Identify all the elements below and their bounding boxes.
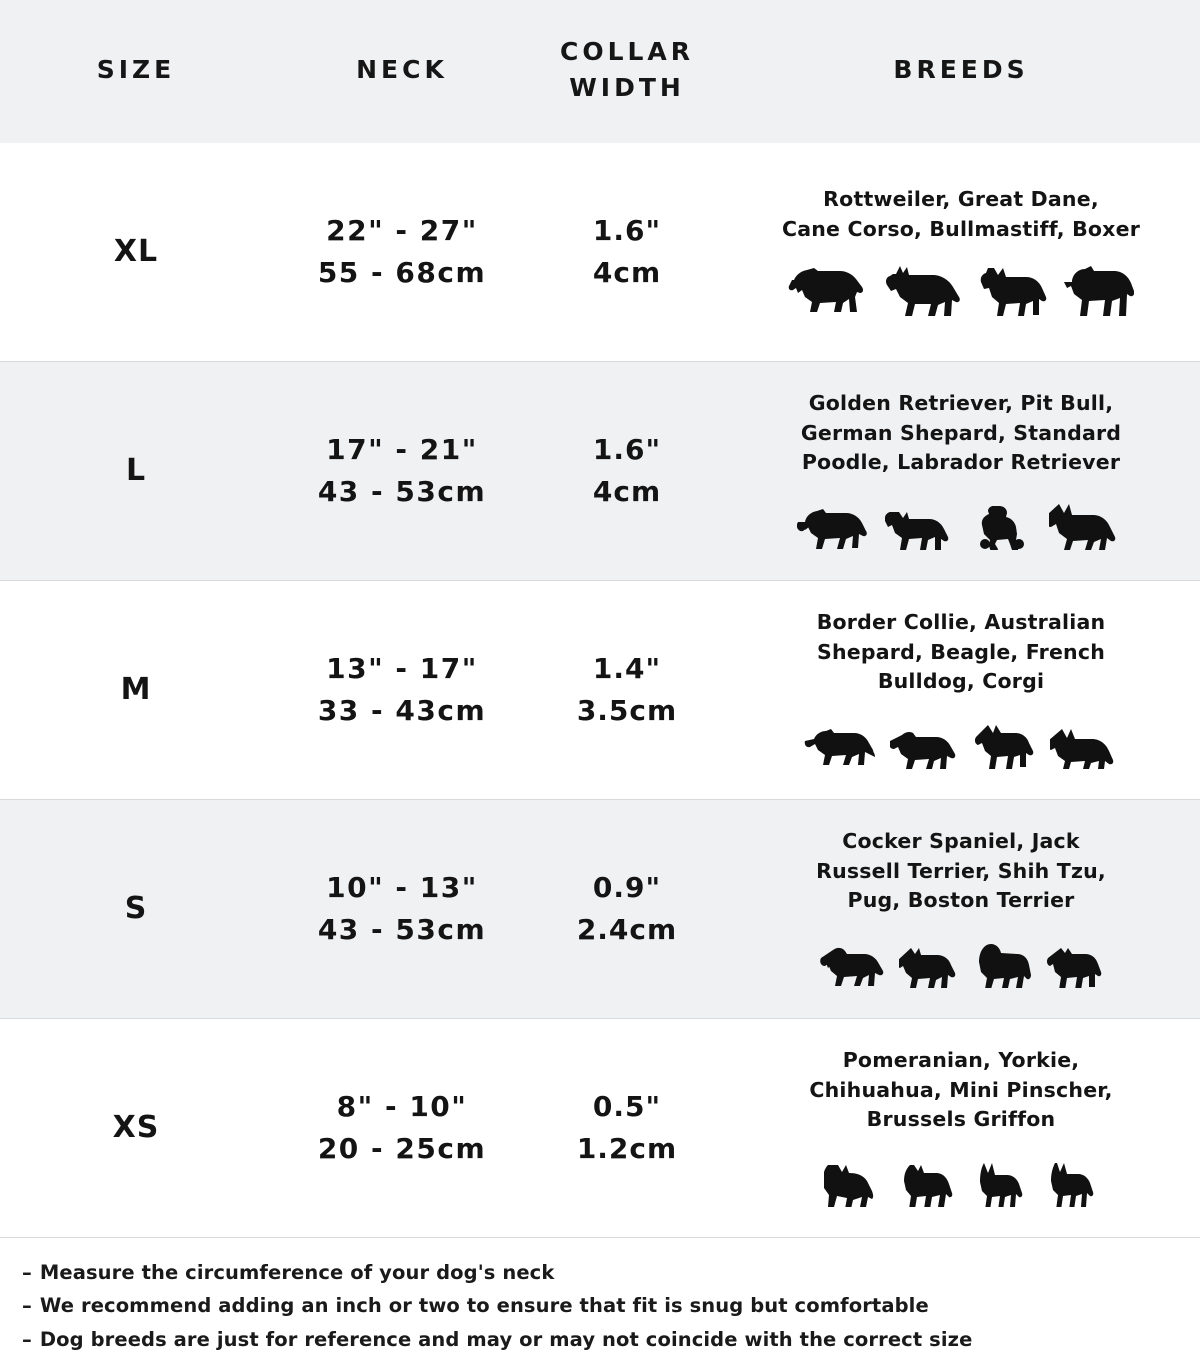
cell-neck bbox=[272, 143, 532, 362]
column-header-breeds: BREEDS bbox=[722, 0, 1200, 143]
cell-collar-width bbox=[532, 799, 722, 1018]
cell-size: XL bbox=[0, 143, 272, 362]
rottweiler-icon bbox=[788, 264, 868, 316]
table-header bbox=[0, 0, 1200, 143]
breeds-line-3: Bulldog, Corgi bbox=[748, 667, 1174, 697]
neck-inches: 17" - 21" bbox=[272, 429, 532, 470]
cell-breeds bbox=[722, 580, 1200, 799]
poodle-icon bbox=[969, 502, 1035, 550]
cell-breeds bbox=[722, 361, 1200, 580]
cane-corso-icon bbox=[976, 264, 1048, 316]
column-header-collar-width-line2: WIDTH bbox=[538, 70, 716, 106]
breeds-line-1: Golden Retriever, Pit Bull, bbox=[748, 389, 1174, 419]
bullmastiff-icon bbox=[1062, 264, 1134, 316]
border-collie-icon bbox=[804, 725, 876, 769]
breed-icon-row bbox=[748, 926, 1174, 988]
yorkie-icon bbox=[900, 1163, 956, 1207]
cocker-spaniel-icon bbox=[819, 944, 885, 988]
note-text-3: Dog breeds are just for reference and may or may not coincide with the correct size bbox=[40, 1328, 973, 1351]
cell-collar-width bbox=[532, 143, 722, 362]
breed-icon-row bbox=[748, 488, 1174, 550]
breeds-line-1: Cocker Spaniel, Jack bbox=[748, 827, 1174, 857]
cell-neck bbox=[272, 1018, 532, 1237]
table-row bbox=[0, 361, 1200, 580]
pomeranian-icon bbox=[824, 1163, 886, 1207]
breeds-text bbox=[748, 185, 1174, 244]
table-row bbox=[0, 580, 1200, 799]
notes-section bbox=[0, 1238, 1200, 1366]
pit-bull-icon bbox=[885, 504, 955, 550]
breeds-text bbox=[748, 389, 1174, 478]
breeds-line-1: Border Collie, Australian bbox=[748, 608, 1174, 638]
note-text-1: Measure the circumference of your dog's neck bbox=[40, 1261, 555, 1284]
breeds-line-1: Rottweiler, Great Dane, bbox=[748, 185, 1174, 215]
cell-size: S bbox=[0, 799, 272, 1018]
cell-neck bbox=[272, 361, 532, 580]
neck-cm: 43 - 53cm bbox=[272, 471, 532, 512]
width-cm: 4cm bbox=[532, 471, 722, 512]
width-inches: 0.5" bbox=[532, 1086, 722, 1127]
breeds-line-2: German Shepard, Standard bbox=[748, 419, 1174, 449]
width-cm: 3.5cm bbox=[532, 690, 722, 731]
width-cm: 1.2cm bbox=[532, 1128, 722, 1169]
width-cm: 4cm bbox=[532, 252, 722, 293]
cell-neck bbox=[272, 580, 532, 799]
note-line-1 bbox=[22, 1256, 1178, 1290]
column-header-collar-width-line1: COLLAR bbox=[538, 34, 716, 70]
cell-collar-width bbox=[532, 361, 722, 580]
breed-icon-row bbox=[748, 707, 1174, 769]
neck-cm: 20 - 25cm bbox=[272, 1128, 532, 1169]
breeds-line-1: Pomeranian, Yorkie, bbox=[748, 1046, 1174, 1076]
cell-collar-width bbox=[532, 580, 722, 799]
neck-inches: 22" - 27" bbox=[272, 210, 532, 251]
table-body bbox=[0, 143, 1200, 1238]
breed-icon-row bbox=[748, 254, 1174, 316]
neck-inches: 10" - 13" bbox=[272, 867, 532, 908]
cell-breeds bbox=[722, 1018, 1200, 1237]
cell-size: L bbox=[0, 361, 272, 580]
neck-cm: 33 - 43cm bbox=[272, 690, 532, 731]
cell-breeds bbox=[722, 799, 1200, 1018]
breeds-line-3: Brussels Griffon bbox=[748, 1105, 1174, 1135]
column-header-size: SIZE bbox=[0, 0, 272, 143]
width-inches: 1.4" bbox=[532, 648, 722, 689]
neck-cm: 43 - 53cm bbox=[272, 909, 532, 950]
breed-icon-row bbox=[748, 1145, 1174, 1207]
corgi-icon bbox=[1050, 727, 1118, 769]
note-line-2 bbox=[22, 1289, 1178, 1323]
table-row bbox=[0, 1018, 1200, 1237]
beagle-icon bbox=[890, 725, 960, 769]
cell-collar-width bbox=[532, 1018, 722, 1237]
pug-icon bbox=[1047, 944, 1103, 988]
golden-retriever-icon bbox=[797, 504, 871, 550]
breeds-line-2: Russell Terrier, Shih Tzu, bbox=[748, 857, 1174, 887]
cell-size: XS bbox=[0, 1018, 272, 1237]
breeds-text bbox=[748, 1046, 1174, 1135]
cell-breeds bbox=[722, 143, 1200, 362]
note-line-3 bbox=[22, 1323, 1178, 1357]
breeds-line-2: Chihuahua, Mini Pinscher, bbox=[748, 1076, 1174, 1106]
table-row bbox=[0, 799, 1200, 1018]
table-header-row bbox=[0, 0, 1200, 143]
shih-tzu-icon bbox=[975, 942, 1033, 988]
breeds-text bbox=[748, 608, 1174, 697]
cell-size: M bbox=[0, 580, 272, 799]
mini-pinscher-icon bbox=[1042, 1161, 1098, 1207]
chihuahua-icon bbox=[970, 1161, 1028, 1207]
width-inches: 1.6" bbox=[532, 429, 722, 470]
width-inches: 1.6" bbox=[532, 210, 722, 251]
width-cm: 2.4cm bbox=[532, 909, 722, 950]
note-dash: – bbox=[22, 1261, 32, 1284]
column-header-collar-width bbox=[532, 0, 722, 143]
neck-inches: 13" - 17" bbox=[272, 648, 532, 689]
note-dash: – bbox=[22, 1294, 32, 1317]
breeds-text bbox=[748, 827, 1174, 916]
french-bulldog-icon bbox=[974, 723, 1036, 769]
jack-russell-terrier-icon bbox=[899, 944, 961, 988]
breeds-line-2: Cane Corso, Bullmastiff, Boxer bbox=[748, 215, 1174, 245]
note-text-2: We recommend adding an inch or two to ensure that fit is snug but comfortable bbox=[40, 1294, 929, 1317]
neck-cm: 55 - 68cm bbox=[272, 252, 532, 293]
cell-neck bbox=[272, 799, 532, 1018]
breeds-line-2: Shepard, Beagle, French bbox=[748, 638, 1174, 668]
neck-inches: 8" - 10" bbox=[272, 1086, 532, 1127]
column-header-neck: NECK bbox=[272, 0, 532, 143]
breeds-line-3: Poodle, Labrador Retriever bbox=[748, 448, 1174, 478]
table-row bbox=[0, 143, 1200, 362]
great-dane-icon bbox=[882, 264, 962, 316]
note-dash: – bbox=[22, 1328, 32, 1351]
width-inches: 0.9" bbox=[532, 867, 722, 908]
breeds-line-3: Pug, Boston Terrier bbox=[748, 886, 1174, 916]
german-shepard-icon bbox=[1049, 502, 1125, 550]
